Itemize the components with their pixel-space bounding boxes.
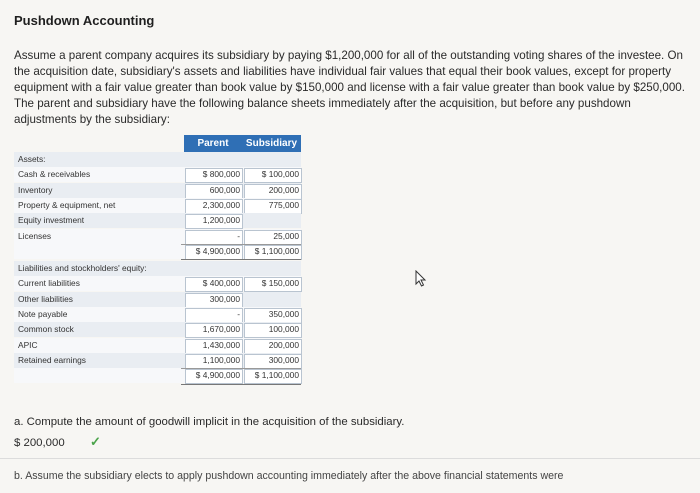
liability-row-subsidiary: $ 150,000 [261, 278, 299, 289]
section-title: Pushdown Accounting [14, 13, 155, 28]
assets-total-subsidiary: $ 1,100,000 [254, 245, 299, 256]
liability-row-subsidiary: 100,000 [268, 324, 299, 335]
asset-row-label: Inventory [18, 184, 53, 195]
assets-total-parent: $ 4,900,000 [195, 245, 240, 256]
asset-row-subsidiary: 200,000 [268, 184, 299, 195]
liability-row-parent: 1,430,000 [202, 339, 240, 350]
asset-row-parent: 1,200,000 [202, 215, 240, 226]
liability-row-parent: $ 400,000 [202, 278, 240, 289]
asset-row-subsidiary: $ 100,000 [261, 169, 299, 180]
total-double-rule [181, 259, 301, 260]
asset-row-label: Equity investment [18, 215, 85, 226]
asset-row-label: Licenses [18, 230, 52, 241]
liability-row-subsidiary: 350,000 [268, 309, 299, 319]
assets-header: Assets: [18, 154, 46, 164]
check-icon: ✓ [90, 434, 101, 449]
answer-a-value: $ 200,000 [14, 437, 65, 449]
asset-row-subsidiary: 775,000 [268, 199, 299, 210]
liabilities-total-parent: $ 4,900,000 [195, 370, 240, 381]
liabilities-header: Liabilities and stockholders' equity: [18, 263, 147, 274]
liability-row-parent: - [237, 309, 240, 319]
liability-row-label: Retained earnings [18, 354, 86, 365]
asset-row-label: Property & equipment, net [18, 199, 116, 210]
liability-row-parent: 300,000 [209, 293, 240, 304]
divider [0, 458, 700, 459]
liability-row-label: Common stock [18, 324, 74, 335]
problem-intro: Assume a parent company acquires its subsidiary by paying $1,200,000 for all of the outstanding voting shares of the investee. On the acquisition date, subsidiary's assets and liabilities have individual fair values that equal their book values, except for property equipment with a fair value greater than book value by $150,000 and license with a fair value greater than book value by $250,000. The parent and subsidiary have the following balance sheets immediately after the acquisition, but before any pushdown adjustments by the subsidiary: [14, 49, 685, 126]
liabilities-total-subsidiary: $ 1,100,000 [254, 370, 299, 381]
liability-row-parent: 1,100,000 [202, 354, 240, 365]
col-header-subsidiary: Subsidiary [242, 135, 301, 152]
asset-row-parent: - [237, 230, 240, 241]
answer-a [14, 437, 65, 449]
liability-row-parent: 1,670,000 [202, 324, 240, 335]
liability-row-subsidiary: 300,000 [268, 354, 299, 365]
liability-row-label: APIC [18, 339, 38, 350]
total-double-rule [181, 384, 301, 385]
liability-row-label: Note payable [18, 309, 68, 319]
asset-row-label: Cash & receivables [18, 169, 91, 180]
liability-row-label: Current liabilities [18, 278, 80, 289]
liability-row-label: Other liabilities [18, 293, 73, 304]
liability-row-subsidiary: 200,000 [268, 339, 299, 350]
asset-row-subsidiary: 25,000 [273, 230, 299, 241]
col-header-parent: Parent [184, 135, 242, 152]
question-a: a. Compute the amount of goodwill implicit in the acquisition of the subsidiary. [14, 416, 405, 428]
asset-row-parent: $ 800,000 [202, 169, 240, 180]
table-row-band [14, 152, 301, 167]
asset-row-parent: 2,300,000 [202, 199, 240, 210]
question-b: b. Assume the subsidiary elects to apply pushdown accounting immediately after the above financial statements were [14, 470, 564, 482]
asset-row-parent: 600,000 [209, 184, 240, 195]
mouse-pointer-icon [414, 270, 428, 288]
